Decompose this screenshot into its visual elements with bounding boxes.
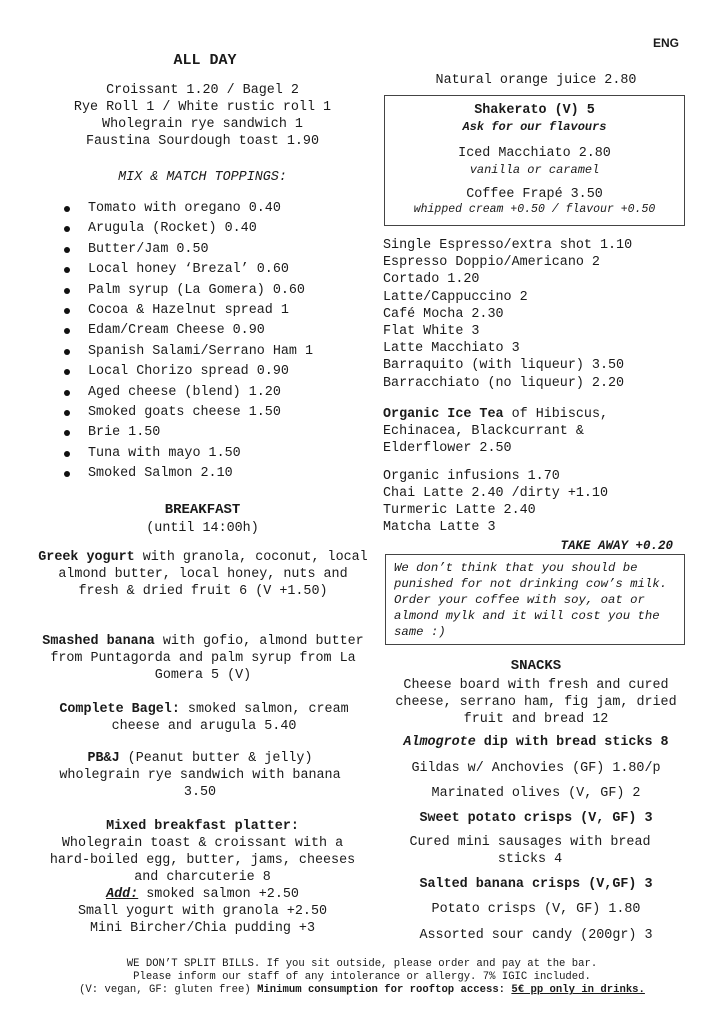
coffee-frape-options: whipped cream +0.50 / flavour +0.50 [413,203,656,216]
list-item: Latte/Cappuccino 2 [383,289,528,305]
list-item: Edam/Cream Cheese 0.90 [62,321,362,341]
smashed-banana-item: Smashed banana with gofio, almond butter from Puntagorda and palm syrup from La Gomera 5 (V) [42,634,364,683]
platter-title: Mixed breakfast platter: [106,819,299,834]
greek-yogurt-item: Greek yogurt with granola, coconut, local almond butter, local honey, nuts and fresh & dried fruit 6 (V +1.50) [38,550,368,599]
sweet-potato-item: Sweet potato crisps (V, GF) 3 [419,811,653,826]
coffee-frape-item: Coffee Frapé 3.50 [466,187,603,202]
gildas-item: Gildas w/ Anchovies (GF) 1.80/p [411,761,661,776]
list-item: Tomato with oregano 0.40 [62,199,362,219]
list-item: Local Chorizo spread 0.90 [62,362,362,382]
infusions-list [383,468,689,536]
sour-candy-item: Assorted sour candy (200gr) 3 [419,928,653,943]
almogrote-item: Almogrote dip with bread sticks 8 [403,735,669,750]
list-item: Palm syrup (La Gomera) 0.60 [62,281,362,301]
bread-line-2: Rye Roll 1 / White rustic roll 1 [73,100,332,115]
platter-extra-2: Mini Bircher/Chia pudding +3 [90,921,315,936]
breakfast-platter-item [30,818,375,937]
shakerato-item: Shakerato (V) 5 [474,103,595,118]
platter-extra-1: Small yogurt with granola +2.50 [77,904,328,919]
sausages-item: Cured mini sausages with bread sticks 4 [409,835,651,867]
plant-milk-note: We don’t think that you should be punished for not drinking cow’s milk. Order your coffee with soy, oat or almond mylk and it will cost you the same :) [394,561,668,639]
bread-line-3: Wholegrain rye sandwich 1 [102,117,303,132]
platter-add-line: Add: smoked salmon +2.50 [106,887,299,902]
list-item: Tuna with mayo 1.50 [62,444,362,464]
banana-crisps-item: Salted banana crisps (V,GF) 3 [419,877,653,892]
flavours-note: Ask for our flavours [462,120,607,134]
potato-crisps-item: Potato crisps (V, GF) 1.80 [431,902,641,917]
footer-line-1: WE DON’T SPLIT BILLS. If you sit outside, please order and pay at the bar. [126,958,598,970]
list-item: Smoked goats cheese 1.50 [62,403,362,423]
footer-notes [20,958,704,998]
list-item: Local honey ‘Brezal’ 0.60 [62,260,362,280]
list-item: Turmeric Latte 2.40 [383,503,536,518]
list-item: Barraquito (with liqueur) 3.50 [383,358,625,374]
breakfast-subtitle: (until 14:00h) [146,521,259,536]
plant-milk-box [385,554,685,645]
language-label: ENG [653,36,680,50]
all-day-items [30,82,375,150]
cheese-board-item: Cheese board with fresh and cured cheese, serrano ham, fig jam, dried fruit and bread 12 [395,678,677,727]
list-item: Cocoa & Hazelnut spread 1 [62,301,362,321]
bread-line-1: Croissant 1.20 / Bagel 2 [106,83,299,98]
take-away-note: TAKE AWAY +0.20 [560,539,673,553]
list-item: Arugula (Rocket) 0.40 [62,219,362,239]
list-item: Cortado 1.20 [383,272,480,288]
list-item: Single Espresso/extra shot 1.10 [383,238,633,253]
list-item: Flat White 3 [383,324,480,340]
list-item: Espresso Doppio/Americano 2 [383,255,600,271]
all-day-heading: ALL DAY [173,52,237,69]
breakfast-heading: BREAKFAST [164,502,241,518]
toppings-list [62,199,362,485]
footer-line-2: Please inform our staff of any intolerance or allergy. 7% IGIC included. [133,971,591,984]
iced-macchiato-options: vanilla or caramel [469,163,600,177]
toppings-heading: MIX & MATCH TOPPINGS: [118,170,287,185]
list-item: Chai Latte 2.40 /dirty +1.10 [383,486,608,501]
cold-coffee-box [384,95,685,226]
list-item: Latte Macchiato 3 [383,341,520,357]
snacks-heading: SNACKS [510,658,562,674]
list-item: Organic infusions 1.70 [383,469,560,484]
ice-tea-item: Organic Ice Tea of Hibiscus, Echinacea, Blackcurrant & Elderflower 2.50 [383,407,609,456]
orange-juice-item: Natural orange juice 2.80 [435,73,637,88]
footer-line-3: (V: vegan, GF: gluten free) Minimum consumption for rooftop access: 5€ pp only in drinks. [79,984,645,997]
list-item: Butter/Jam 0.50 [62,240,362,260]
iced-macchiato-item: Iced Macchiato 2.80 [458,146,611,161]
olives-item: Marinated olives (V, GF) 2 [431,786,641,801]
list-item: Aged cheese (blend) 1.20 [62,383,362,403]
bread-line-4: Faustina Sourdough toast 1.90 [85,134,320,149]
pbj-item: PB&J (Peanut butter & jelly) wholegrain rye sandwich with banana 3.50 [59,751,341,800]
list-item: Spanish Salami/Serrano Ham 1 [62,342,362,362]
list-item: Café Mocha 2.30 [383,306,504,322]
coffee-list [383,237,689,392]
complete-bagel-item: Complete Bagel: smoked salmon, cream cheese and arugula 5.40 [59,702,349,734]
list-item: Brie 1.50 [62,423,362,443]
list-item: Matcha Latte 3 [383,520,496,535]
list-item: Smoked Salmon 2.10 [62,464,362,484]
list-item: Barracchiato (no liqueur) 2.20 [383,375,625,391]
platter-description: Wholegrain toast & croissant with a hard-boiled egg, butter, jams, cheeses and charcuterie 8 [49,836,356,885]
